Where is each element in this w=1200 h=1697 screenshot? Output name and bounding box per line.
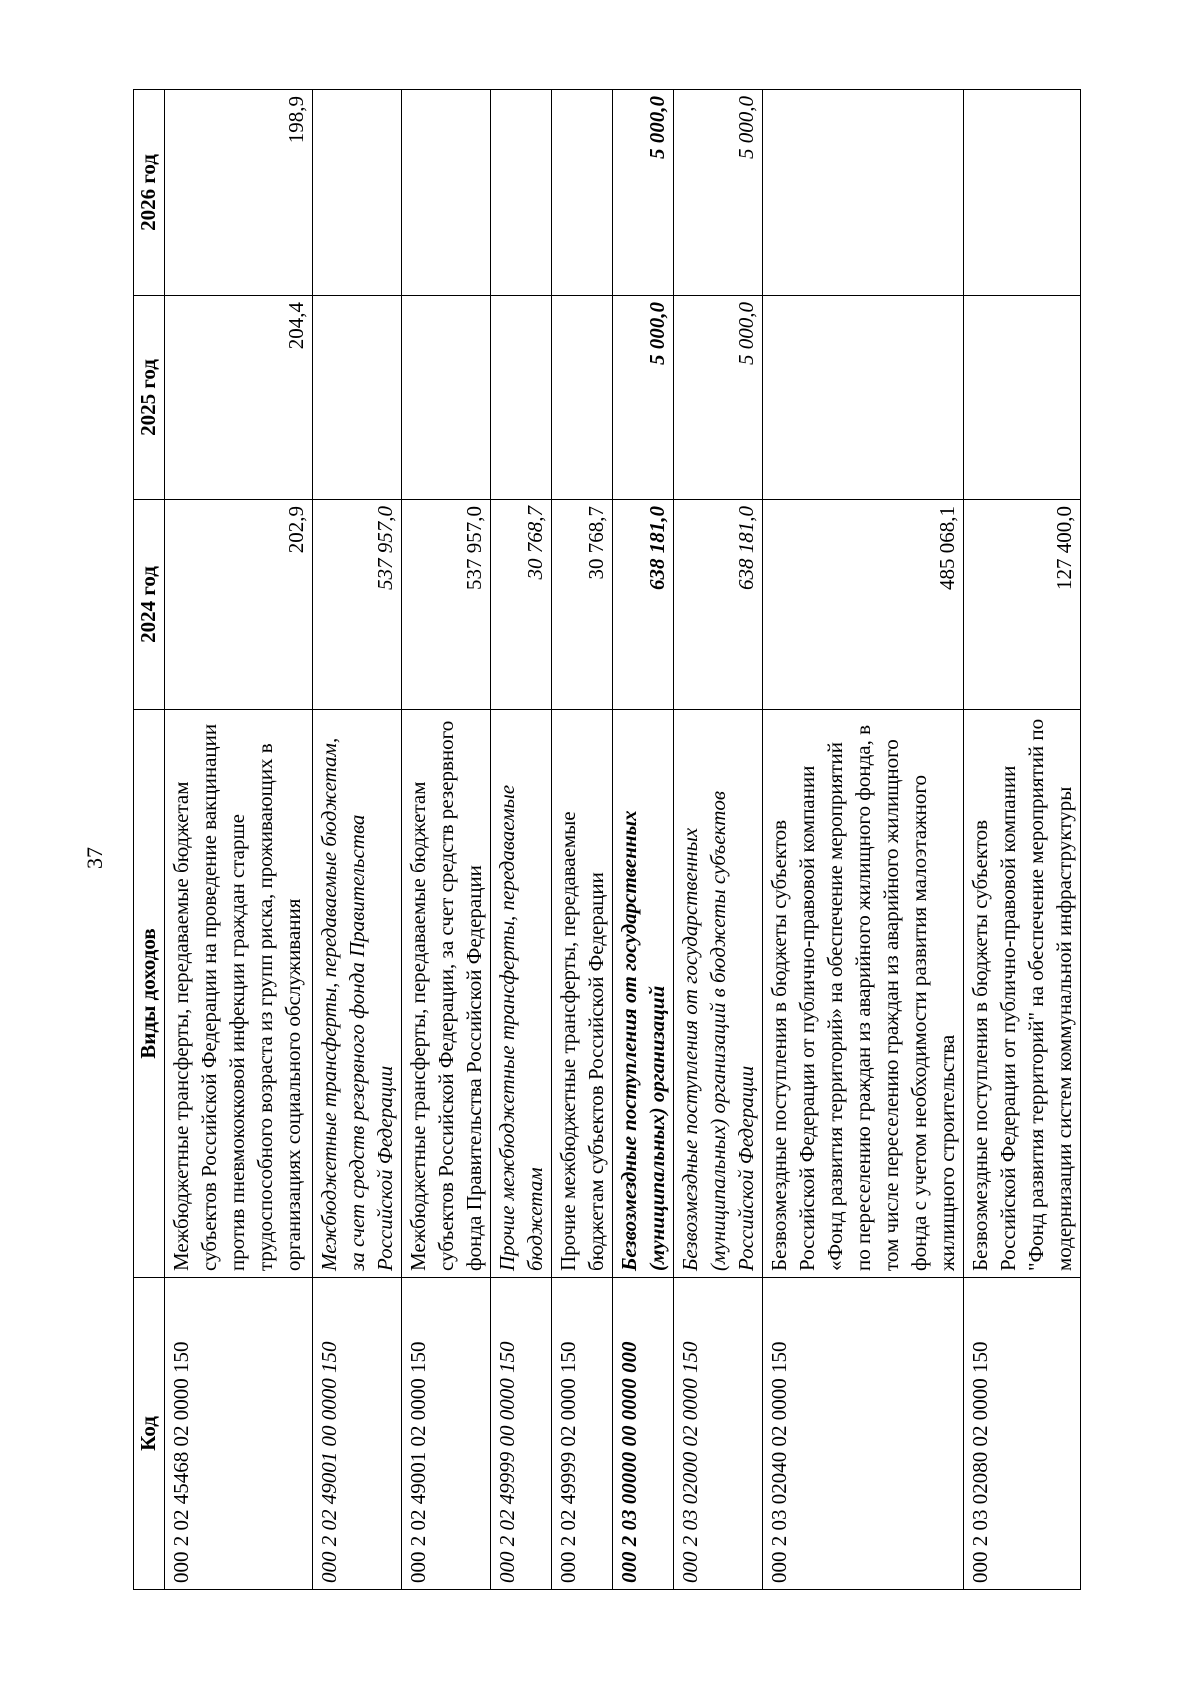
row-name: Безвозмездные поступления в бюджеты субъектов Российской Федерации от публично-правовой компании «Фонд развития территорий» на обеспечение мероприятий по переселению граждан из аварийного жилищного фонда, в том числе переселению граждан из аварийного жилищного фонда с учетом необходимости развития малоэтажного жилищного строительства [763,710,964,1278]
table-row [313,90,402,1590]
row-value-2024: 202,9 [165,500,313,710]
row-value-2026 [552,90,613,296]
table-row [552,90,613,1590]
row-code: 000 2 03 02080 02 0000 150 [964,1278,1081,1590]
header-revenue-type: Виды доходов [134,710,165,1278]
row-value-2026: 5 000,0 [613,90,674,296]
row-value-2024: 638 181,0 [613,500,674,710]
header-code: Код [134,1278,165,1590]
row-value-2024: 30 768,7 [552,500,613,710]
row-value-2026 [964,90,1081,296]
row-name: Межбюджетные трансферты, передаваемые бюджетам субъектов Российской Федерации, за счет средств резервного фонда Правительства Российской Федерации [402,710,491,1278]
row-value-2026 [313,90,402,296]
row-value-2026 [402,90,491,296]
row-name: Безвозмездные поступления от государственных (муниципальных) организаций [613,710,674,1278]
row-code: 000 2 03 02040 02 0000 150 [763,1278,964,1590]
table-header-row [134,90,165,1590]
row-code: 000 2 02 49001 00 0000 150 [313,1278,402,1590]
row-value-2024: 30 768,7 [491,500,552,710]
table-row [613,90,674,1590]
row-code: 000 2 02 45468 02 0000 150 [165,1278,313,1590]
table-row [491,90,552,1590]
row-value-2025: 204,4 [165,296,313,500]
row-name: Безвозмездные поступления в бюджеты субъектов Российской Федерации от публично-правовой компании "Фонд развития территорий" на обеспечение мероприятий по модернизации систем коммунальной инфраструктуры [964,710,1081,1278]
rotated-table-container [133,90,1076,1590]
row-value-2024: 537 957,0 [313,500,402,710]
page-number: 37 [82,847,107,869]
row-name: Прочие межбюджетные трансферты, передаваемые бюджетам [491,710,552,1278]
row-value-2026 [763,90,964,296]
row-value-2025 [552,296,613,500]
row-code: 000 2 03 02000 02 0000 150 [674,1278,763,1590]
revenue-table [133,89,1081,1590]
row-name: Безвозмездные поступления от государственных (муниципальных) организаций в бюджеты субъектов Российской Федерации [674,710,763,1278]
row-value-2025 [402,296,491,500]
row-code: 000 2 03 00000 00 0000 000 [613,1278,674,1590]
row-value-2025 [491,296,552,500]
row-name: Межбюджетные трансферты, передаваемые бюджетам субъектов Российской Федерации на проведение вакцинации против пневмококковой инфекции граждан старше трудоспособного возраста из групп риска, проживающих в организациях социального обслуживания [165,710,313,1278]
row-code: 000 2 02 49999 02 0000 150 [552,1278,613,1590]
row-value-2025 [964,296,1081,500]
row-value-2024: 127 400,0 [964,500,1081,710]
row-value-2024: 537 957,0 [402,500,491,710]
row-value-2026 [491,90,552,296]
row-value-2026: 198,9 [165,90,313,296]
row-name: Прочие межбюджетные трансферты, передаваемые бюджетам субъектов Российской Федерации [552,710,613,1278]
row-value-2026: 5 000,0 [674,90,763,296]
row-code: 000 2 02 49999 00 0000 150 [491,1278,552,1590]
row-value-2025 [763,296,964,500]
row-value-2025: 5 000,0 [613,296,674,500]
row-value-2025 [313,296,402,500]
header-2024: 2024 год [134,500,165,710]
table-row [763,90,964,1590]
row-name: Межбюджетные трансферты, передаваемые бюджетам, за счет средств резервного фонда Правительства Российской Федерации [313,710,402,1278]
row-value-2025: 5 000,0 [674,296,763,500]
table-row [674,90,763,1590]
header-2025: 2025 год [134,296,165,500]
row-value-2024: 485 068,1 [763,500,964,710]
header-2026: 2026 год [134,90,165,296]
table-row [165,90,313,1590]
table-row [402,90,491,1590]
table-row [964,90,1081,1590]
row-value-2024: 638 181,0 [674,500,763,710]
row-code: 000 2 02 49001 02 0000 150 [402,1278,491,1590]
